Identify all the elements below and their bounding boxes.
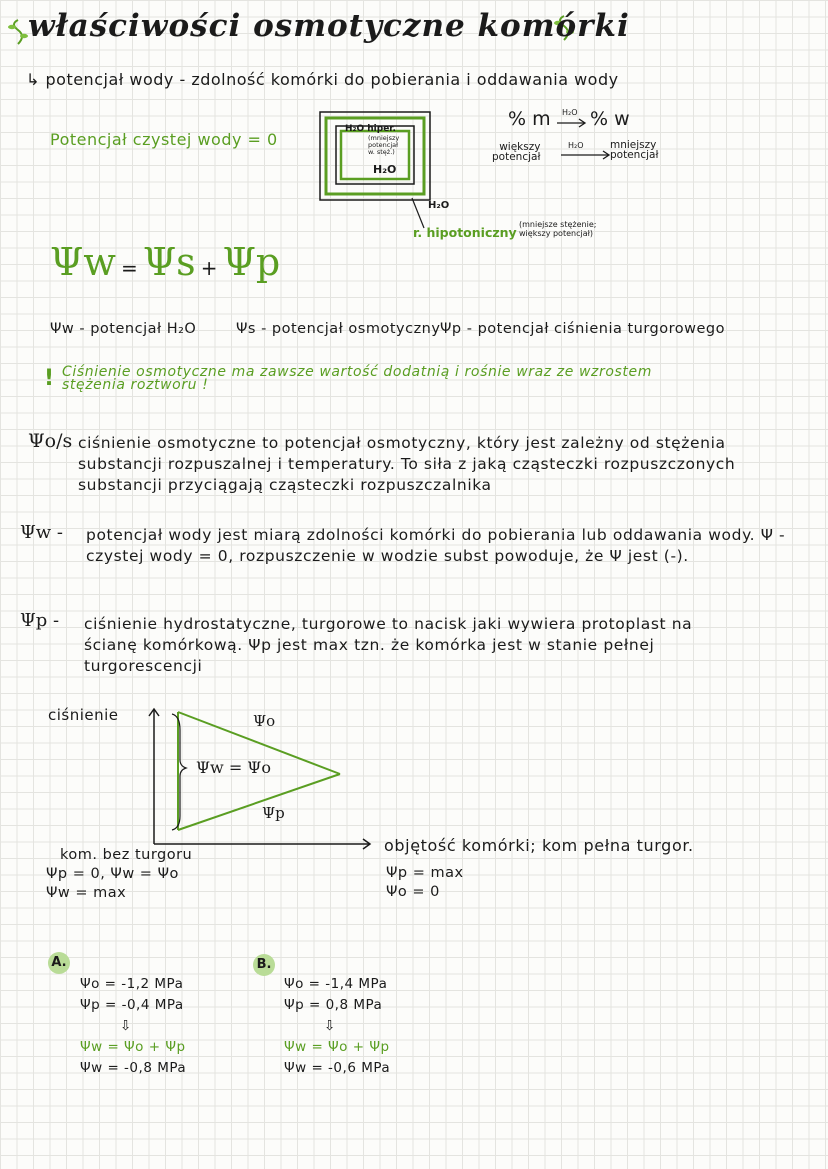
turgor-line [178,774,340,830]
flow-arrow2-icon [560,150,612,160]
flow-right: % w [590,108,630,130]
definition-pressure: ciśnienie hydrostatyczne, turgorowe to nacisk jaki wywiera protoplast na ścianę komórkową. Ψp jest max tzn. że komórka jest w stanie pełnej turgorescencji [84,615,693,675]
example-b-badge: B. [253,954,275,976]
flow-left: % m [508,108,551,130]
graph-right-notes: Ψp = max Ψo = 0 [386,865,464,900]
intro-line: ↳ potencjał wody - zdolność komórki do pobierania i oddawania wody [26,70,619,89]
water-potential-equation: Ψw = Ψs + Ψp [50,240,281,284]
definition-symbol-water: Ψw - [20,522,63,543]
definition-symbol-pressure: Ψp - [20,610,60,631]
box-note: (mniejszy potencjał w. stęż.) [368,134,400,156]
graph-y-label: ciśnienie [48,706,119,724]
hypotonic-label: r. hipotoniczny [413,225,517,240]
inner-water-label: H₂O [373,163,397,176]
flow-smaller: mniejszy potencjał [610,139,659,161]
example-a-badge: A. [48,952,70,974]
osmotic-pressure-note: Ciśnienie osmotyczne ma zawsze wartość dodatnią i rośnie wraz ze wzrostem stężenia roztworu ! [62,364,652,393]
note-mark: ! [44,366,55,391]
flow-mid: H₂O [568,141,584,150]
example-a: Ψo = -1,2 MPa Ψp = -0,4 MPa ⇩ Ψw = Ψo + Ψp Ψw = -0,8 MPa [80,976,187,1076]
legend-p: Ψp - potencjał ciśnienia turgorowego [440,321,725,337]
box-label: H₂O hiper. [345,124,396,134]
graph-lower-label: Ψp [262,804,285,822]
graph-x-label: objętość komórki; kom pełna turgor. [384,836,694,855]
definition-symbol-osmotic: Ψo/s [28,430,73,452]
graph-upper-label: Ψo [253,712,276,730]
outer-water-label: H₂O [428,200,450,211]
flow-arrow-icon [556,118,588,128]
legend-w: Ψw - potencjał H₂O [50,321,197,337]
pure-water-note: Potencjał czystej wody = 0 [50,130,278,149]
page-title: właściwości osmotyczne komórki [28,8,630,44]
sprig-left-icon [6,18,30,48]
definition-osmotic: ciśnienie osmotyczne to potencjał osmotyczny, który jest zależny od stężenia substancji rozpuszalnej i temperatury. To siła z jaką cząsteczki rozpuszczonych substancji przyciągają cząsteczki rozpuszczalnika [78,434,736,494]
graph-left-notes: kom. bez turgoru Ψp = 0, Ψw = Ψo Ψw = max [46,847,193,901]
definition-water: potencjał wody jest miarą zdolności komórki do pobierania lub oddawania wody. Ψ - czystej wody = 0, rozpuszczenie w wodzie subst powoduje, że Ψ jest (-). [86,526,786,565]
legend-s: Ψs - potencjał osmotyczny [236,321,441,337]
flow-arrow-label: H₂O [562,108,578,117]
example-b: Ψo = -1,4 MPa Ψp = 0,8 MPa ⇩ Ψw = Ψo + Ψp Ψw = -0,6 MPa [284,976,391,1076]
hypotonic-note: (mniejsze stężenie; większy potencjał) [519,220,597,238]
graph-middle-label: Ψw = Ψo [196,758,271,777]
flow-greater: większy potencjał [492,141,541,163]
